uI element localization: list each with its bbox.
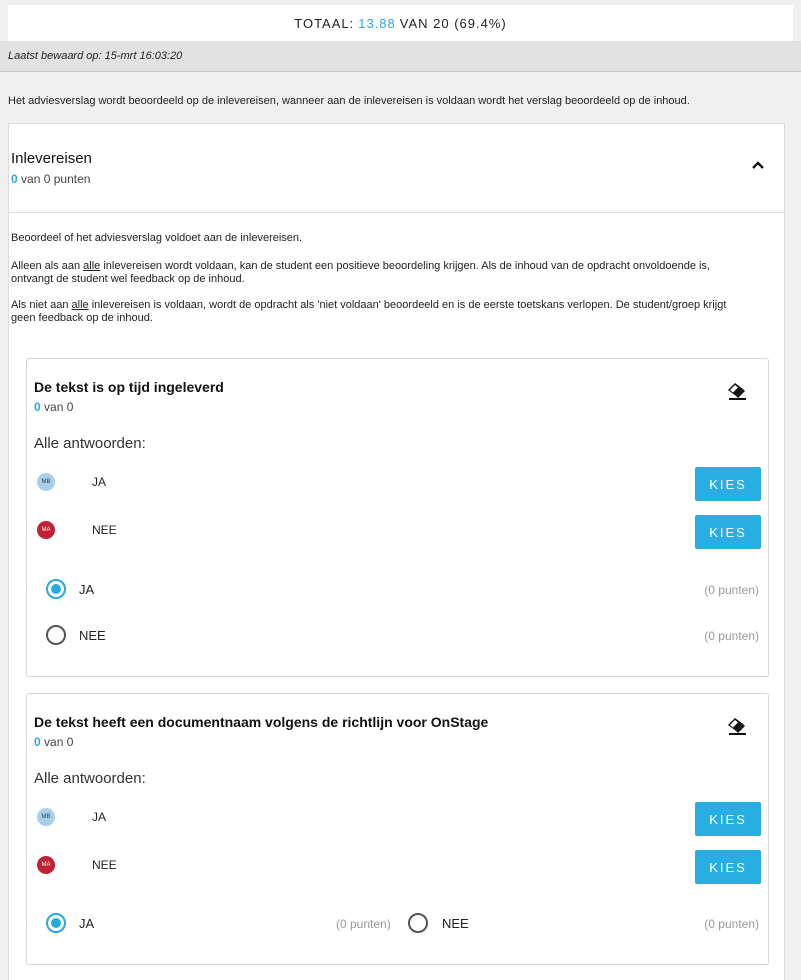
question-score: [34, 735, 73, 749]
section-para-3: [11, 299, 751, 325]
answer-row: [34, 850, 761, 880]
question-score-rest: van 0: [44, 400, 74, 414]
total-score-value: 13.88: [358, 15, 396, 31]
total-score-bar: [8, 5, 793, 41]
question-score-value: 0: [34, 400, 41, 414]
last-saved-text: Laatst bewaard op: 15-mrt 16:03:20: [8, 50, 183, 62]
question-score-value: 0: [34, 735, 41, 749]
para-3-end: inlevereisen is voldaan, wordt de opdracht als 'niet voldaan' beoordeeld en is de eerste toetskans verlopen. De student/groep krijgt geen feedback op de inhoud.: [11, 299, 727, 324]
question-title: De tekst heeft een documentnaam volgens de richtlijn voor OnStage: [34, 714, 489, 730]
para-3-underline: alle: [71, 299, 89, 311]
option-label: JA: [79, 916, 95, 931]
answer-row: [34, 515, 761, 545]
chevron-up-icon[interactable]: [749, 158, 767, 172]
option-label: JA: [79, 582, 95, 597]
all-answers-label: Alle antwoorden:: [34, 770, 146, 787]
answer-label: NEE: [92, 858, 117, 872]
kies-button[interactable]: KIES: [695, 850, 761, 884]
para-2-start: Alleen als aan: [11, 260, 84, 272]
option-radio-nee[interactable]: [408, 913, 428, 933]
question-card: [26, 358, 769, 677]
total-score-rest: VAN 20 (69.4%): [399, 15, 507, 31]
para-2-end: inlevereisen wordt voldaan, kan de student een positieve beoordeling krijgen. Als de inhoud van de opdracht onvoldoende is, ontvangt de student wel feedback op de inhoud.: [11, 260, 710, 285]
answer-row: [34, 802, 761, 832]
question-title: De tekst is op tijd ingeleverd: [34, 379, 224, 395]
answer-label: NEE: [92, 523, 117, 537]
section-title: Inlevereisen: [11, 150, 92, 167]
kies-button[interactable]: KIES: [695, 802, 761, 836]
intro-text: Het adviesverslag wordt beoordeeld op de inlevereisen, wanneer aan de inlevereisen is voldaan wordt het verslag beoordeeld op de inhoud.: [8, 95, 690, 107]
answer-label: JA: [92, 475, 107, 489]
avatar: MB: [37, 473, 55, 491]
eraser-icon[interactable]: [726, 716, 748, 736]
kies-button[interactable]: KIES: [695, 467, 761, 501]
section-header[interactable]: [9, 124, 784, 213]
answer-label: JA: [92, 810, 107, 824]
eraser-icon[interactable]: [726, 381, 748, 401]
option-points: (0 punten): [704, 629, 759, 643]
question-card: [26, 693, 769, 965]
avatar: MA: [37, 856, 55, 874]
section-score-value: 0: [11, 172, 18, 186]
option-points: (0 punten): [336, 917, 391, 931]
para-3-start: Als niet aan: [11, 299, 72, 311]
section-para-2: [11, 260, 751, 286]
question-score-rest: van 0: [44, 735, 74, 749]
kies-button[interactable]: KIES: [695, 515, 761, 549]
section-score-rest: van 0 punten: [21, 172, 91, 186]
option-label: NEE: [79, 628, 106, 643]
answer-row: [34, 467, 761, 497]
avatar: MA: [37, 521, 55, 539]
option-radio-ja[interactable]: [46, 579, 66, 599]
last-saved-bar: [0, 41, 801, 72]
option-label: NEE: [442, 916, 469, 931]
option-points: (0 punten): [704, 583, 759, 597]
inlevereisen-panel: [8, 123, 785, 980]
section-para-1: Beoordeel of het adviesverslag voldoet aan de inlevereisen.: [11, 232, 303, 244]
all-answers-label: Alle antwoorden:: [34, 435, 146, 452]
option-radio-ja[interactable]: [46, 913, 66, 933]
avatar: MB: [37, 808, 55, 826]
para-2-underline: alle: [83, 260, 101, 272]
section-score: [11, 172, 90, 186]
option-radio-nee[interactable]: [46, 625, 66, 645]
total-label: TOTAAL:: [294, 15, 355, 31]
option-points: (0 punten): [704, 917, 759, 931]
question-score: [34, 400, 73, 414]
